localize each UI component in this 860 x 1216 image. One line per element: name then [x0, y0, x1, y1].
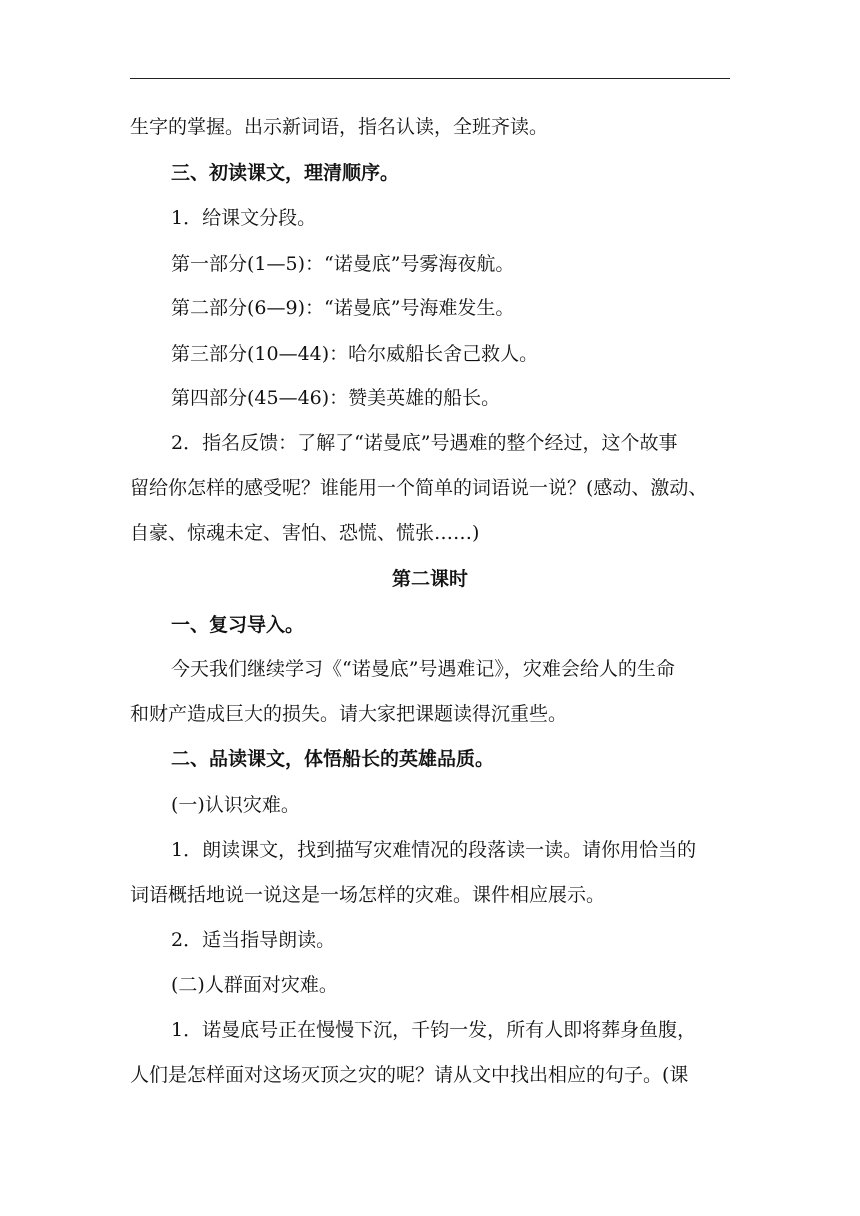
paragraph-line: 生字的掌握。出示新词语，指名认读，全班齐读。: [130, 116, 549, 138]
list-item: 1．诺曼底号正在慢慢下沉，千钧一发，所有人即将葬身鱼腹，: [171, 1019, 697, 1041]
section-heading: 三、初读课文，理清顺序。: [171, 162, 400, 184]
list-item: 2．适当指导朗读。: [171, 929, 336, 951]
lesson-title: 第二课时: [391, 568, 468, 590]
paragraph-line: 第三部分(10—44)：哈尔威船长舍己救人。: [171, 343, 539, 365]
list-item: 1．给课文分段。: [171, 207, 317, 229]
subsection-heading: (一)认识灾难。: [171, 794, 300, 816]
paragraph-line: 留给你怎样的感受呢？谁能用一个简单的词语说一说？(感动、激动、: [130, 477, 708, 499]
paragraph-line: 词语概括地说一说这是一场怎样的灾难。课件相应展示。: [130, 884, 606, 906]
paragraph-line: 人们是怎样面对这场灭顶之灾的呢？请从文中找出相应的句子。(课: [130, 1064, 689, 1086]
paragraph-line: 第四部分(45—46)：赞美英雄的船长。: [171, 387, 501, 409]
paragraph-line: 今天我们继续学习《“诺曼底”号遇难记》，灾难会给人的生命: [171, 658, 675, 680]
section-heading: 二、品读课文，体悟船长的英雄品质。: [171, 748, 495, 770]
subsection-heading: (二)人群面对灾难。: [171, 974, 338, 996]
paragraph-line: 和财产造成巨大的损失。请大家把课题读得沉重些。: [130, 703, 568, 725]
section-heading: 一、复习导入。: [171, 614, 305, 636]
list-item: 2．指名反馈：了解了“诺曼底”号遇难的整个经过，这个故事: [171, 432, 678, 454]
header-rule: [130, 78, 730, 79]
paragraph-line: 自豪、惊魂未定、害怕、恐慌、慌张……): [130, 522, 480, 544]
paragraph-line: 第一部分(1—5)：“诺曼底”号雾海夜航。: [171, 253, 515, 275]
paragraph-line: 第二部分(6—9)：“诺曼底”号海难发生。: [171, 297, 515, 319]
list-item: 1．朗读课文，找到描写灾难情况的段落读一读。请你用恰当的: [171, 839, 697, 861]
